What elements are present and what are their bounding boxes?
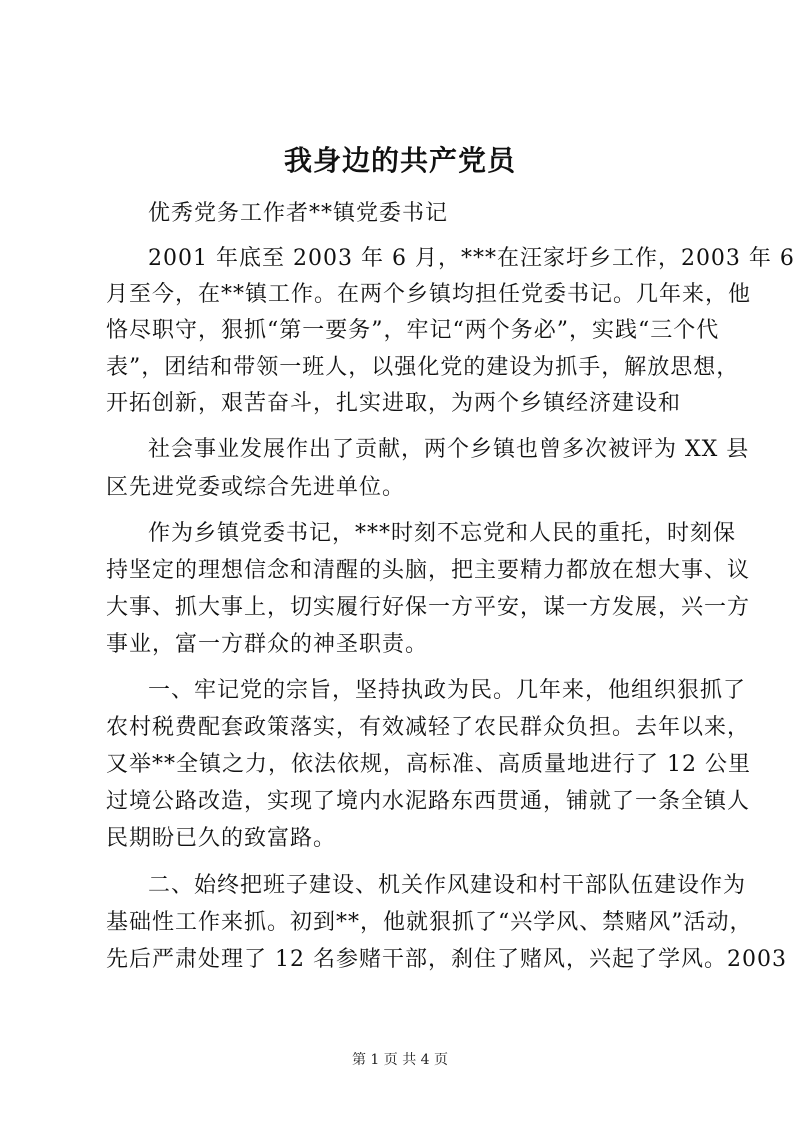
paragraph-line: 开拓创新，艰苦奋斗，扎实进取，为两个乡镇经济建设和 bbox=[106, 391, 682, 416]
paragraph-line: 大事、抓大事上，切实履行好保一方平安，谋一方发展，兴一方 bbox=[106, 595, 751, 620]
paragraph-line: 农村税费配套政策落实，有效减轻了农民群众负担。去年以来， bbox=[106, 715, 751, 740]
paragraph-line: 优秀党务工作者**镇党委书记 bbox=[148, 201, 449, 226]
paragraph-line: 过境公路改造，实现了境内水泥路东西贯通，铺就了一条全镇人 bbox=[106, 789, 751, 814]
document-title: 我身边的共产党员 bbox=[283, 144, 516, 177]
paragraph-line: 表”，团结和带领一班人，以强化党的建设为抓手，解放思想， bbox=[106, 355, 740, 380]
paragraph-line: 2001 年底至 2003 年 6 月，***在汪家圩乡工作，2003 年 6 bbox=[148, 246, 795, 271]
paragraph-line: 作为乡镇党委书记，***时刻不忘党和人民的重托，时刻保 bbox=[148, 521, 737, 546]
paragraph-line: 持坚定的理想信念和清醒的头脑，把主要精力都放在想大事、议 bbox=[106, 558, 751, 583]
paragraph-line: 社会事业发展作出了贡献，两个乡镇也曾多次被评为 XX 县 bbox=[148, 437, 750, 462]
paragraph-line: 基础性工作来抓。初到**，他就狠抓了“兴学风、禁赌风”活动， bbox=[106, 910, 753, 935]
paragraph-line: 先后严肃处理了 12 名参赌干部，刹住了赌风，兴起了学风。2003 bbox=[106, 947, 787, 972]
paragraph-line: 月至今，在**镇工作。在两个乡镇均担任党委书记。几年来，他 bbox=[106, 282, 752, 307]
paragraph-line: 事业，富一方群众的神圣职责。 bbox=[106, 632, 429, 657]
paragraph-line: 恪尽职守，狠抓“第一要务”，牢记“两个务必”，实践“三个代 bbox=[106, 318, 720, 343]
paragraph-line: 民期盼已久的致富路。 bbox=[106, 826, 337, 851]
paragraph-line: 区先进党委或综合先进单位。 bbox=[106, 475, 406, 500]
page-number-footer: 第 1 页 共 4 页 bbox=[351, 1052, 449, 1068]
paragraph-line: 又举**全镇之力，依法依规，高标准、高质量地进行了 12 公里 bbox=[106, 752, 751, 777]
paragraph-line: 二、始终把班子建设、机关作风建设和村干部队伍建设作为 bbox=[148, 873, 747, 898]
paragraph-line: 一、牢记党的宗旨，坚持执政为民。几年来，他组织狠抓了 bbox=[148, 678, 747, 703]
